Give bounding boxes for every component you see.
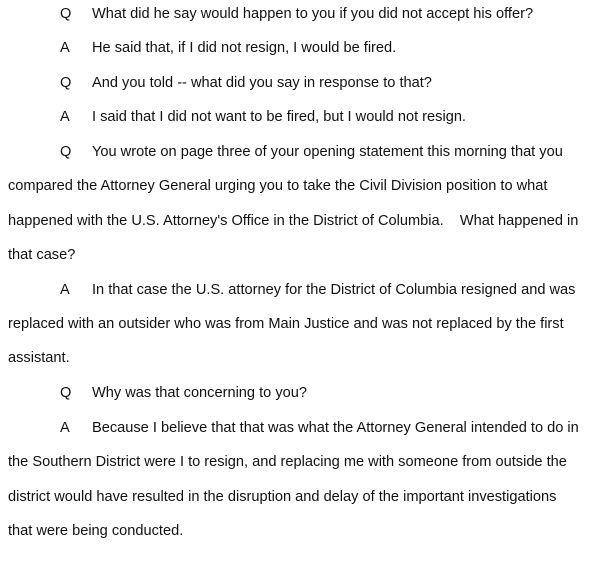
continuation-line: district would have resulted in the disruption and delay of the important investigations [8,489,557,505]
continuation-line: replaced with an outsider who was from Main Justice and was not replaced by the first [8,316,564,332]
continuation-line: compared the Attorney General urging you to take the Civil Division position to what [8,178,548,194]
answer-text: He said that, if I did not resign, I would be fired. [92,40,397,56]
speaker-label-q: Q [60,385,72,401]
answer-text: Because I believe that that was what the Attorney General intended to do in [92,420,579,436]
speaker-label-q: Q [60,75,72,91]
continuation-line: the Southern District were I to resign, and replacing me with someone from outside the [8,454,567,470]
continuation-line: happened with the U.S. Attorney's Office in the District of Columbia. What happened in [8,213,579,229]
question-text: Why was that concerning to you? [92,385,307,401]
continuation-line: that were being conducted. [8,523,184,539]
question-text: And you told -- what did you say in response to that? [92,75,432,91]
speaker-label-a: A [60,282,70,298]
speaker-label-a: A [60,420,70,436]
continuation-line: assistant. [8,350,70,366]
continuation-line: that case? [8,247,76,263]
question-text: What did he say would happen to you if you did not accept his offer? [92,6,534,22]
question-text: You wrote on page three of your opening statement this morning that you [92,144,563,160]
speaker-label-q: Q [60,144,72,160]
answer-text: I said that I did not want to be fired, but I would not resign. [92,109,466,125]
answer-text: In that case the U.S. attorney for the District of Columbia resigned and was [92,282,576,298]
speaker-label-q: Q [60,6,72,22]
speaker-label-a: A [60,109,70,125]
speaker-label-a: A [60,40,70,56]
